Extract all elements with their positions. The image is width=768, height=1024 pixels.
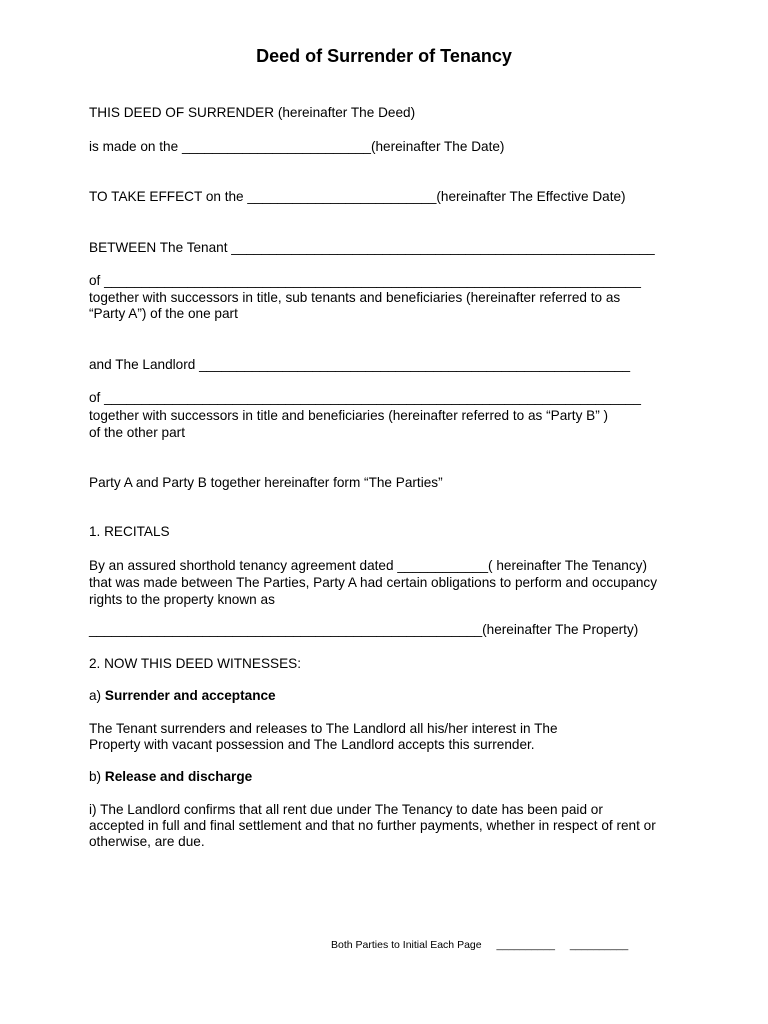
initial-blank-2: __________ (569, 939, 629, 951)
clause-b-heading (89, 769, 252, 785)
clause-b-prefix: b) (89, 769, 105, 784)
recitals-line-3: rights to the property known as (89, 592, 275, 607)
recitals-line-1: By an assured shorthold tenancy agreement dated ____________( hereinafter The Tenancy) (89, 558, 647, 573)
landlord-line: and The Landlord _________________________________________________________ (89, 357, 631, 372)
intro-deed-line: THIS DEED OF SURRENDER (hereinafter The Deed) (89, 105, 416, 120)
document-title: Deed of Surrender of Tenancy (256, 46, 512, 66)
landlord-successors-text: together with successors in title and beneficiaries (hereinafter referred to as “Party B” ) (89, 408, 609, 423)
made-on-line: is made on the _________________________(hereinafter The Date) (89, 139, 505, 154)
tenant-address-line: of _______________________________________________________________________ (89, 273, 641, 288)
clause-b-line-3: otherwise, are due. (89, 834, 205, 849)
recitals-heading: 1. RECITALS (89, 524, 170, 539)
landlord-address-line: of _______________________________________________________________________ (89, 390, 641, 405)
clause-b-title: Release and discharge (104, 769, 253, 784)
take-effect-line: TO TAKE EFFECT on the _________________________(hereinafter The Effective Date) (89, 189, 626, 204)
party-a-text: “Party A”) of the one part (89, 306, 238, 321)
clause-b-line-2: accepted in full and final settlement and that no further payments, whether in respect of rent or (89, 818, 656, 833)
property-line: ____________________________________________________(hereinafter The Property) (89, 622, 639, 637)
tenant-successors-text: together with successors in title, sub tenants and beneficiaries (hereinafter referred to as (89, 290, 621, 305)
clause-a-title: Surrender and acceptance (104, 688, 276, 703)
tenant-line: BETWEEN The Tenant ________________________________________________________ (89, 240, 655, 255)
recitals-line-2: that was made between The Parties, Party A had certain obligations to perform and occupancy (89, 575, 657, 590)
footer-text: Both Parties to Initial Each Page (331, 939, 482, 951)
page-footer (331, 938, 628, 952)
clause-a-prefix: a) (89, 688, 105, 703)
clause-a-heading (89, 688, 276, 704)
party-b-text: of the other part (89, 425, 185, 440)
clause-b-line-1: i) The Landlord confirms that all rent due under The Tenancy to date has been paid or (89, 802, 603, 817)
witnesses-heading: 2. NOW THIS DEED WITNESSES: (89, 656, 301, 671)
clause-a-line-1: The Tenant surrenders and releases to The Landlord all his/her interest in The (89, 721, 558, 736)
clause-a-line-2: Property with vacant possession and The Landlord accepts this surrender. (89, 737, 535, 752)
parties-text: Party A and Party B together hereinafter form “The Parties” (89, 475, 443, 490)
initial-blank-1: __________ (496, 939, 555, 951)
